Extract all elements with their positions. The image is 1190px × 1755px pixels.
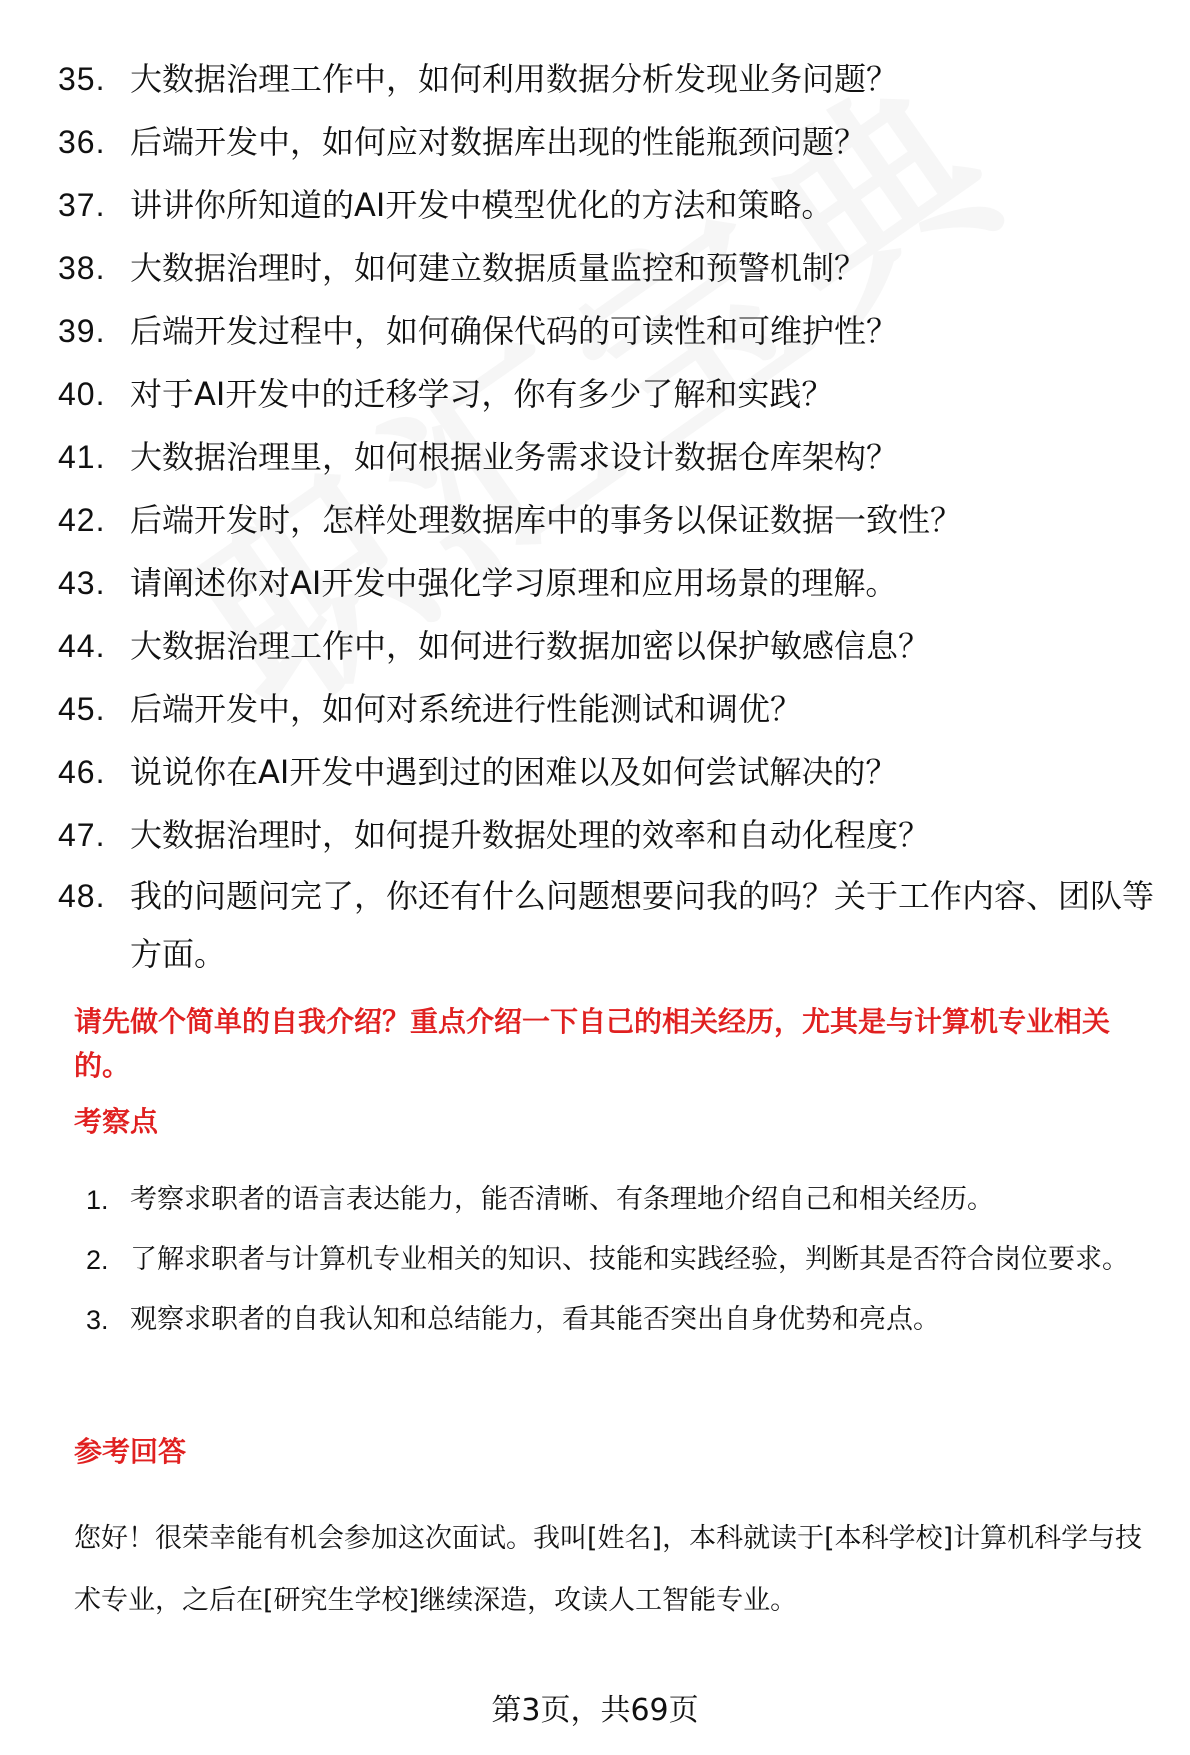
question-text: 后端开发中，如何对系统进行性能测试和调优？: [130, 690, 803, 728]
list-item: [58, 552, 1158, 615]
question-text: 大数据治理时，如何建立数据质量监控和预警机制？: [130, 249, 867, 287]
question-number: 39.: [58, 313, 106, 349]
question-text: 大数据治理里，如何根据业务需求设计数据仓库架构？: [130, 438, 899, 476]
list-item: [58, 678, 1158, 741]
question-number: 41.: [58, 439, 106, 475]
question-number: 38.: [58, 250, 106, 286]
point-text: 观察求职者的自我认知和总结能力，看其能否突出自身优势和亮点。: [130, 1304, 940, 1335]
answer-text: 您好！很荣幸能有机会参加这次面试。我叫[姓名]，本科就读于[本科学校]计算机科学与技术专业，之后在[研究生学校]继续深造，攻读人工智能专业。: [74, 1523, 1143, 1616]
list-item: [58, 741, 1158, 804]
point-number: 2.: [86, 1245, 109, 1275]
list-item: [58, 489, 1158, 552]
question-text: 我的问题问完了，你还有什么问题想要问我的吗？关于工作内容、团队等方面。: [130, 877, 1155, 973]
points-list: [86, 1170, 1166, 1350]
question-number: 43.: [58, 565, 106, 601]
question-text: 大数据治理工作中，如何进行数据加密以保护敏感信息？: [130, 627, 931, 665]
question-number: 47.: [58, 817, 106, 853]
list-item: [58, 48, 1158, 111]
question-text: 大数据治理时，如何提升数据处理的效率和自动化程度？: [130, 816, 931, 854]
list-item: [58, 111, 1158, 174]
list-item: [58, 867, 1158, 983]
question-number: 36.: [58, 124, 106, 160]
list-item: [86, 1170, 1166, 1230]
question-text: 大数据治理工作中，如何利用数据分析发现业务问题？: [130, 60, 899, 98]
highlight-question: 请先做个简单的自我介绍？重点介绍一下自己的相关经历，尤其是与计算机专业相关的。: [74, 1005, 1111, 1082]
point-number: 3.: [86, 1305, 109, 1335]
list-item: [58, 363, 1158, 426]
list-item: [58, 300, 1158, 363]
list-item: [58, 237, 1158, 300]
list-item: [86, 1290, 1166, 1350]
question-text: 后端开发过程中，如何确保代码的可读性和可维护性？: [130, 312, 899, 350]
question-number: 44.: [58, 628, 106, 664]
question-number: 42.: [58, 502, 106, 538]
question-number: 46.: [58, 754, 106, 790]
point-text: 考察求职者的语言表达能力，能否清晰、有条理地介绍自己和相关经历。: [130, 1184, 994, 1215]
points-title: 考察点: [74, 1105, 159, 1138]
page-footer: 第3页，共69页: [491, 1693, 699, 1728]
question-number: 40.: [58, 376, 106, 412]
list-item: [58, 174, 1158, 237]
question-text: 后端开发中，如何应对数据库出现的性能瓶颈问题？: [130, 123, 867, 161]
answer-title: 参考回答: [74, 1435, 187, 1468]
point-number: 1.: [86, 1185, 109, 1215]
question-text: 后端开发时，怎样处理数据库中的事务以保证数据一致性？: [130, 501, 963, 539]
question-text: 对于AI开发中的迁移学习，你有多少了解和实践？: [130, 375, 834, 413]
question-number: 48.: [58, 878, 106, 914]
list-item: [58, 426, 1158, 489]
question-text: 讲讲你所知道的AI开发中模型优化的方法和策略。: [130, 186, 834, 224]
list-item: [58, 804, 1158, 867]
question-list: [58, 48, 1158, 983]
list-item: [58, 615, 1158, 678]
question-text: 请阐述你对AI开发中强化学习原理和应用场景的理解。: [130, 564, 898, 602]
question-text: 说说你在AI开发中遇到过的困难以及如何尝试解决的？: [130, 753, 898, 791]
question-number: 37.: [58, 187, 106, 223]
question-number: 45.: [58, 691, 106, 727]
point-text: 了解求职者与计算机专业相关的知识、技能和实践经验，判断其是否符合岗位要求。: [130, 1244, 1129, 1275]
list-item: [86, 1230, 1166, 1290]
question-number: 35.: [58, 61, 106, 97]
